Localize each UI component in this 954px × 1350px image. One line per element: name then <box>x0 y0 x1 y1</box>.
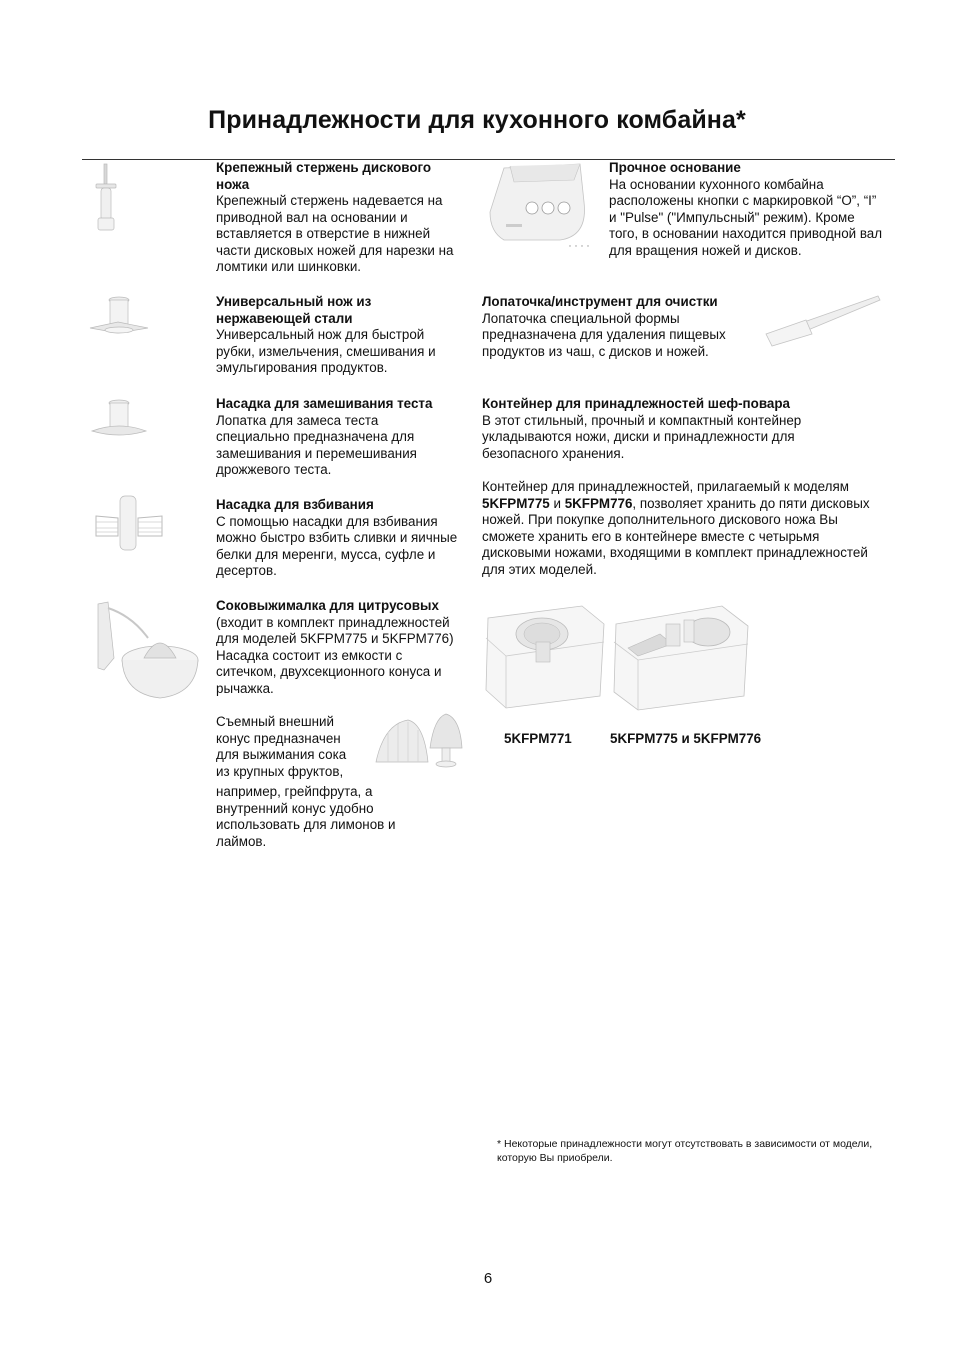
citrus-inner-cone-paragraph: например, грейпфрута, а внутренний конус удобно использовать для лимонов и лаймов. <box>216 784 396 849</box>
motor-base-icon <box>484 162 596 248</box>
multipurpose-blade-heading: Универсальный нож из нержавеющей стали <box>216 294 372 326</box>
storage-case-models-text <box>482 479 882 578</box>
storage-case-text: В этот стильный, прочный и компактный контейнер укладываются ножи, диски и принадлежности для безопасного хранения. <box>482 412 802 461</box>
dough-blade-heading: Насадка для замешивания теста <box>216 396 433 411</box>
citrus-press-icon <box>92 598 202 708</box>
citrus-press-text: (входит в комплект принадлежностей для моделей 5KFPM775 и 5KFPM776) Насадка состоит из емкости с ситечком, двухсекционного конуса и рычажка. <box>216 614 454 696</box>
model-5kfpm776: 5KFPM776 <box>564 495 633 511</box>
storage-case-models-section <box>482 479 882 578</box>
dough-blade-text: Лопатка для замеса теста специально предназначена для замешивания и перемешивания дрожжевого теста. <box>216 412 417 477</box>
whisk-heading: Насадка для взбивания <box>216 497 374 512</box>
citrus-outer-cone-text <box>216 714 361 780</box>
citrus-press-section <box>216 598 466 697</box>
disc-stem-icon <box>88 162 128 234</box>
container-label-5kfpm771: 5KFPM771 <box>504 731 572 746</box>
container-label-5kfpm775-776: 5KFPM775 и 5KFPM776 <box>610 731 762 746</box>
motor-base-heading: Прочное основание <box>609 160 741 175</box>
dough-blade-icon <box>88 395 150 445</box>
storage-case-models-prefix: Контейнер для принадлежностей, прилагаемый к моделям <box>482 479 849 494</box>
spatula-section <box>482 294 782 360</box>
storage-case-section <box>482 396 882 462</box>
page-number: 6 <box>483 1270 493 1287</box>
citrus-press-heading: Соковыжималка для цитрусовых <box>216 598 439 613</box>
multipurpose-blade-section <box>216 294 466 377</box>
storage-case-models-suffix: , позволяет хранить до пяти дисковых ножей. При покупке дополнительного дискового ножа Вы сможете хранить его в контейнере вместе с четырьмя дисковыми ножами, входящими в комплект принадлежностей для этих моделей. <box>482 495 870 577</box>
motor-base-section <box>609 160 884 259</box>
reamer-cones-icon <box>374 710 464 774</box>
spatula-heading: Лопаточка/инструмент для очистки <box>482 294 718 309</box>
disc-stem-text: Крепежный стержень надевается на приводной вал на основании и вставляется в отверстие в нижней части дисковых ножей для нарезки на ломтики или шинковки. <box>216 193 454 274</box>
disc-stem-section <box>216 160 466 276</box>
dough-blade-section <box>216 396 466 479</box>
disc-stem-heading: Крепежный стержень дискового ножа <box>216 160 432 192</box>
citrus-inner-cone-text <box>216 784 426 850</box>
storage-case-small-icon <box>482 598 608 714</box>
model-5kfpm775: 5KFPM775 <box>482 495 550 511</box>
citrus-outer-cone-paragraph: Съемный внешний конус предназначен для выжимания сока из крупных фруктов, <box>216 714 347 779</box>
footnote: * Некоторые принадлежности могут отсутствовать в зависимости от модели, которую Вы приобрели. <box>497 1138 873 1164</box>
whisk-text: С помощью насадки для взбивания можно быстро взбить сливки и яичные белки для меренги, мусса, суфле и десертов. <box>216 513 458 578</box>
spatula-text: Лопаточка специальной формы предназначена для удаления пищевых продуктов из чаш, с дисков и ножей. <box>482 310 726 359</box>
whisk-attachment-icon <box>92 492 170 558</box>
storage-case-large-icon <box>610 598 752 714</box>
motor-base-text: На основании кухонного комбайна расположены кнопки с маркировкой “O”, “I” и "Pulse" ("Импульсный" режим). Кроме того, в основании находится приводной вал для вращения ножей и дисков. <box>609 176 883 258</box>
storage-case-heading: Контейнер для принадлежностей шеф-повара <box>482 396 790 411</box>
whisk-section <box>216 497 466 580</box>
multipurpose-blade-icon <box>88 292 150 342</box>
models-conjunction: и <box>553 495 561 511</box>
multipurpose-blade-text: Универсальный нож для быстрой рубки, измельчения, смешивания и эмульгирования продуктов. <box>216 327 436 375</box>
page-title: Принадлежности для кухонного комбайна* <box>208 106 746 134</box>
